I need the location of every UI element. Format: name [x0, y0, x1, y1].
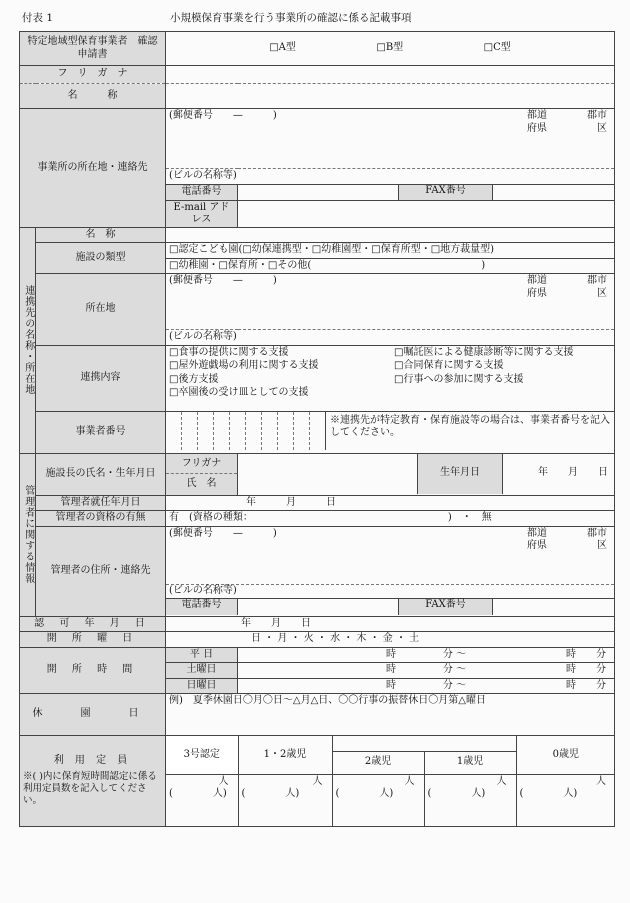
office-building-label: (ビルの名称等) [166, 169, 615, 185]
application-form [19, 31, 615, 827]
name-label: 名 称 [20, 84, 166, 109]
capacity-0-label: 0歳児 [516, 736, 615, 774]
sunday-label: 日曜日 [166, 678, 238, 694]
business-number-row [166, 411, 615, 453]
manager-qual-field[interactable]: 有 (資格の種類： ) ・ 無 [166, 511, 615, 527]
partner-building-label: (ビルの名称等) [166, 330, 615, 346]
manager-building-label: (ビルの名称等) [166, 584, 614, 599]
partner-name-field[interactable] [166, 227, 615, 243]
facility-type-line-1: □認定こども園(□幼保連携型・□幼稚園型・□保育所型・□地方裁量型) [166, 243, 614, 259]
capacity-2-label: 2歳児 [332, 751, 424, 774]
gunshi-label: 郡市 [587, 110, 608, 121]
todofuken-label-2: 府県 [527, 122, 548, 134]
capacity-label: 利 用 定 員 [53, 754, 132, 766]
content-meal-checkbox[interactable]: □食事の提供に関する支援 [169, 346, 289, 358]
form-number: 付表 1 [22, 12, 54, 24]
sunday-close-hour: 時 [566, 679, 576, 691]
capacity-1-label: 1歳児 [424, 751, 516, 774]
office-fax-label: FAX番号 [398, 185, 493, 200]
office-email-field[interactable] [238, 200, 615, 227]
manager-todofuken-label-2: 府県 [527, 540, 548, 551]
office-phone-fax-row [238, 184, 615, 200]
office-postal-field[interactable] [166, 109, 615, 169]
manager-phone-field[interactable] [238, 599, 398, 615]
saturday-open-min: 分 〜 [442, 664, 466, 675]
holiday-field[interactable]: 例) 夏季休園日〇月〇日〜△月△日、〇〇行事の振替休日〇月第△曜日 [166, 694, 615, 736]
hours-label: 開 所 時 間 [20, 647, 166, 694]
weekday-hours-field[interactable]: 時 分 〜 時 分 [238, 647, 615, 663]
capacity-label-cell [20, 736, 166, 827]
office-address-label: 事業所の所在地・連絡先 [20, 109, 166, 228]
facility-type-label: 施設の類型 [36, 243, 166, 274]
todofuken-label: 都道 [527, 110, 548, 121]
partner-side-label: 連携先の名称・所在地 [20, 227, 36, 453]
director-fields [238, 453, 615, 495]
manager-gunshi-label: 郡市 [587, 527, 608, 539]
manager-side-label: 管理者に関する情報 [20, 453, 36, 616]
content-playground-checkbox[interactable]: □屋外遊戯場の利用に関する支援 [169, 360, 319, 371]
capacity-3go-unit: 人 [218, 775, 229, 787]
director-furigana-label: フリガナ [166, 454, 237, 474]
director-name-field[interactable] [238, 454, 418, 494]
weekday-close-hour: 時 [566, 648, 576, 660]
manager-fax-field[interactable] [493, 599, 614, 615]
capacity-2-field[interactable] [332, 774, 424, 826]
manager-start-label: 管理者就任年月日 [36, 495, 166, 511]
manager-phone-label: 電話番号 [166, 599, 238, 615]
furigana-label: フ リ ガ ナ [20, 66, 166, 84]
capacity-0-short: ( 人) [519, 788, 578, 799]
sunday-open-hour: 時 [386, 679, 396, 691]
capacity-note: ※( )内に保育短時間認定に係る利用定員数を記入してください。 [23, 771, 157, 807]
type-b-checkbox[interactable]: □B型 [376, 42, 404, 54]
weekday-label: 平 日 [166, 647, 238, 663]
partner-location-label: 所在地 [36, 274, 166, 346]
capacity-1-unit: 人 [496, 775, 507, 787]
capacity-0-field[interactable] [516, 774, 615, 826]
content-doctor-checkbox[interactable]: □嘱託医による健康診断等に関する支援 [394, 346, 574, 358]
saturday-open-hour: 時 [386, 664, 396, 675]
capacity-2-short: ( 人) [335, 788, 394, 799]
type-options [166, 32, 615, 66]
office-fax-field[interactable] [493, 185, 614, 200]
postal-code-label: (郵便番号 — ) [169, 110, 277, 121]
manager-start-field[interactable]: 年 月 日 [166, 495, 615, 511]
weekday-open-hour: 時 [386, 648, 396, 660]
partner-name-label: 名 称 [36, 227, 166, 243]
sunday-open-min: 分 〜 [442, 679, 466, 691]
type-c-checkbox[interactable]: □C型 [483, 42, 511, 54]
capacity-1-field[interactable] [424, 774, 516, 826]
manager-address-label: 管理者の住所・連絡先 [36, 526, 166, 616]
gunshi-label-2: 区 [597, 122, 608, 134]
business-number-label: 事業者番号 [36, 411, 166, 453]
sunday-hours-field[interactable]: 時 分 〜 時 分 [238, 678, 615, 694]
content-event-checkbox[interactable]: □行事への参加に関する支援 [394, 373, 524, 385]
saturday-hours-field[interactable]: 時 分 〜 時 分 [238, 663, 615, 679]
capacity-12-short: ( 人) [241, 788, 300, 799]
capacity-3go-label: 3号認定 [166, 736, 238, 774]
office-phone-field[interactable] [238, 185, 398, 200]
partner-gunshi-label: 郡市 [587, 275, 608, 286]
office-phone-label: 電話番号 [166, 184, 238, 200]
facility-type-line-2: □幼稚園・□保育所・□その他( ) [169, 259, 486, 271]
open-days-field[interactable]: 日 ・ 月 ・ 火 ・ 水 ・ 木 ・ 金 ・ 土 [166, 632, 615, 648]
partner-gunshi-label-2: 区 [597, 287, 608, 299]
director-label: 施設長の氏名・生年月日 [36, 453, 166, 495]
manager-postal-field[interactable] [166, 527, 614, 584]
business-number-note: ※連携先が特定教育・保育施設等の場合は、事業者番号を記入してください。 [330, 414, 610, 438]
applicant-label: 特定地域型保育事業者 確認申請書 [20, 32, 166, 66]
facility-type-field[interactable] [166, 243, 615, 274]
business-number-digits[interactable] [166, 412, 326, 450]
partner-postal-label: (郵便番号 — ) [169, 275, 277, 286]
capacity-grid [166, 736, 615, 827]
form-title: 小規模保育事業を行う事業所の確認に係る記載事項 [170, 12, 412, 24]
type-a-checkbox[interactable]: □A型 [269, 42, 296, 54]
manager-todofuken-label: 都道 [527, 527, 548, 539]
manager-address-block [166, 526, 615, 616]
capacity-3go-field[interactable] [166, 774, 238, 826]
capacity-12-label: 1・2歳児 [238, 736, 332, 774]
partner-content-field [166, 345, 615, 411]
capacity-12-unit: 人 [312, 775, 323, 787]
partner-content-label: 連携内容 [36, 345, 166, 411]
weekday-open-min: 分 〜 [442, 648, 466, 660]
open-days-label: 開 所 曜 日 [20, 632, 166, 648]
director-name-labels [166, 453, 238, 495]
saturday-label: 土曜日 [166, 663, 238, 679]
capacity-12-field[interactable] [238, 774, 332, 826]
director-birth-field[interactable]: 年 月 日 [538, 467, 609, 479]
partner-todofuken-label-2: 府県 [527, 287, 548, 299]
partner-todofuken-label: 都道 [527, 275, 548, 286]
capacity-1-short: ( 人) [427, 788, 486, 799]
capacity-2-unit: 人 [404, 775, 415, 787]
holiday-label: 休 園 日 [20, 694, 166, 736]
capacity-3go-short: ( 人) [169, 788, 227, 799]
content-backup-checkbox[interactable]: □後方支援 [169, 373, 219, 385]
saturday-close-hour: 時 [566, 664, 576, 675]
content-joint-care-checkbox[interactable]: □合同保育に関する支援 [394, 360, 504, 371]
furigana-field[interactable] [166, 66, 615, 84]
approval-field[interactable]: 年 月 日 [166, 616, 615, 632]
manager-gunshi-label-2: 区 [597, 540, 608, 551]
director-birth-label: 生年月日 [418, 454, 503, 494]
partner-postal-field[interactable] [166, 274, 615, 330]
office-email-label: E-mail アドレス [166, 200, 238, 227]
content-graduation-checkbox[interactable]: □卒園後の受け皿としての支援 [169, 387, 309, 398]
capacity-0-unit: 人 [596, 775, 607, 787]
approval-label: 認 可 年 月 日 [20, 616, 166, 632]
name-field[interactable] [166, 84, 615, 109]
manager-qual-label: 管理者の資格の有無 [36, 511, 166, 527]
director-name-label: 氏 名 [186, 478, 217, 489]
manager-fax-label: FAX番号 [398, 599, 493, 615]
manager-postal-label: (郵便番号 — ) [169, 527, 277, 539]
